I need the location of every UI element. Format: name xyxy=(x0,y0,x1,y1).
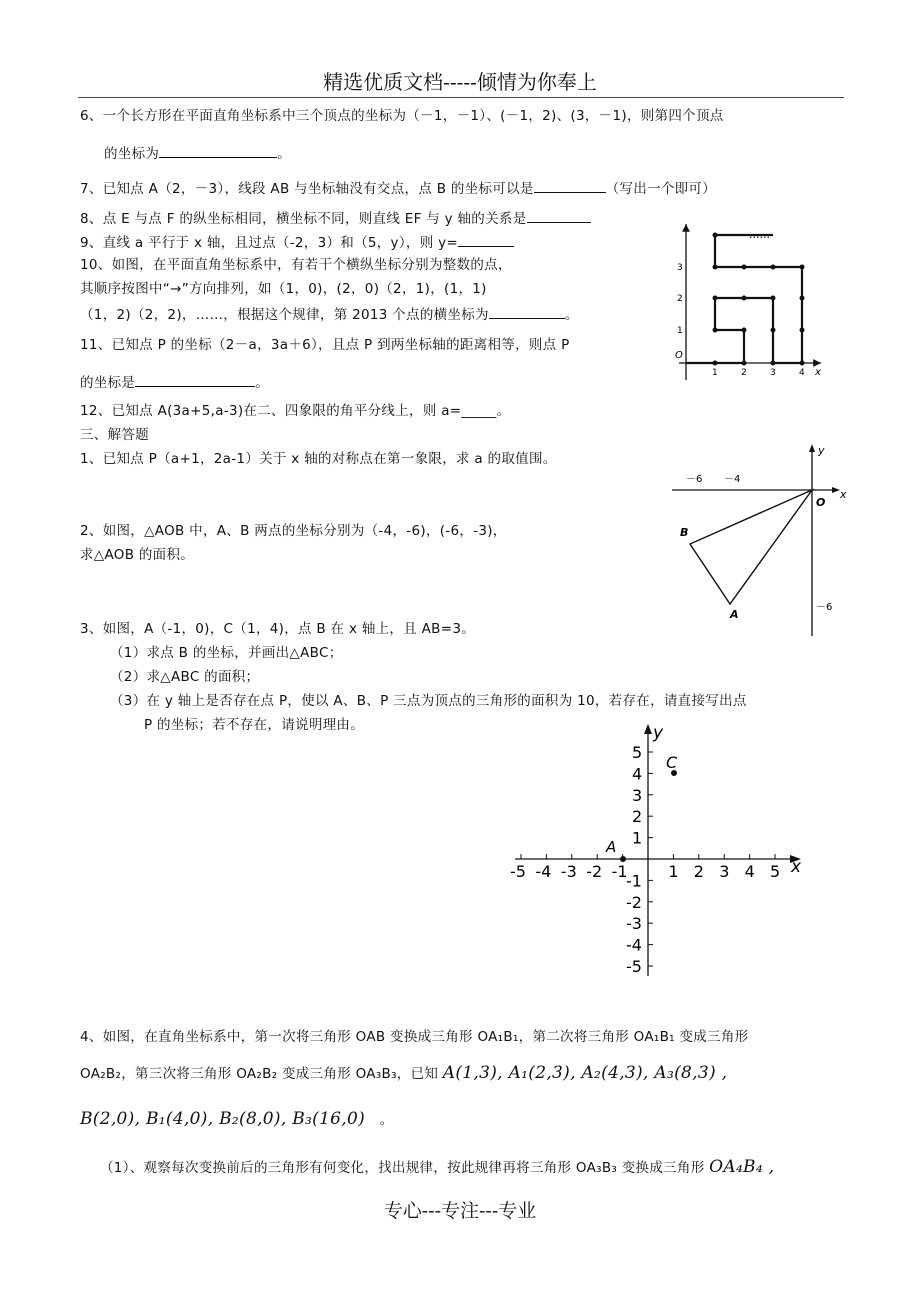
solve-question-3-part2: （2）求△ABC 的面积； xyxy=(110,669,260,685)
q8-answer-blank[interactable] xyxy=(527,208,591,223)
point-a-label: A xyxy=(730,608,739,621)
q9-answer-blank[interactable] xyxy=(458,232,514,247)
q4-end: 。 xyxy=(379,1112,394,1128)
page-footer: 专心---专注---专业 xyxy=(383,1200,537,1222)
question-10-line3 xyxy=(80,304,579,324)
y-tick-label: -2 xyxy=(626,892,642,912)
xtick-4: 4 xyxy=(799,368,805,378)
question-7 xyxy=(80,178,716,198)
q4-given-text: OA₂B₂，第三次将三角形 OA₂B₂ 变成三角形 OA₃B₃，已知 xyxy=(80,1066,439,1082)
q9-text: 9、直线 a 平行于 x 轴，且过点（-2，3）和（5，y），则 y= xyxy=(80,235,458,251)
q8-text: 8、点 E 与点 F 的纵坐标相同，横坐标不同，则直线 EF 与 y 轴的关系是 xyxy=(80,211,527,227)
q10-text: （1，2)（2，2)，……，根据这个规律，第 2013 个点的横坐标为 xyxy=(80,307,489,323)
coordinate-grid-figure xyxy=(505,720,815,982)
question-12: 12、已知点 A(3a+5,a-3)在二、四象限的角平分线上，则 a=_____。 xyxy=(80,403,511,419)
x-label: x xyxy=(791,857,802,877)
question-6-line1: 6、一个长方形在平面直角坐标系中三个顶点的坐标为（－1，－1）、(－1，2)、(3，－1)，则第四个顶点 xyxy=(80,108,724,124)
q11-text: 的坐标是 xyxy=(80,375,136,391)
origin-label: O xyxy=(675,350,683,361)
question-6-line2 xyxy=(104,143,291,163)
solve-question-4-line1: 4、如图，在直角坐标系中，第一次将三角形 OAB 变换成三角形 OA₁B₁，第二次将三角形 OA₁B₁ 变成三角形 xyxy=(80,1029,749,1045)
point-a xyxy=(620,856,626,862)
x-tick-label: -4 xyxy=(535,862,552,881)
point-c-label: C xyxy=(666,753,678,772)
y-tick-label: -4 xyxy=(626,935,642,955)
q6-answer-blank[interactable] xyxy=(159,143,277,158)
tick-x-minus6: －6 xyxy=(686,474,703,485)
y-tick-label: 5 xyxy=(632,743,643,762)
point-a-label: A xyxy=(606,838,617,856)
solve-question-2-line1: 2、如图，△AOB 中，A、B 两点的坐标分别为（-4，-6)，(-6，-3)， xyxy=(80,523,507,539)
q11-answer-blank[interactable] xyxy=(135,372,255,387)
solve-question-3-part3-line2: P 的坐标；若不存在，请说明理由。 xyxy=(144,717,365,733)
y-label: y xyxy=(818,444,825,457)
spiral-path-figure xyxy=(665,210,830,385)
y-axis-arrow xyxy=(809,444,815,452)
y-tick-label: 2 xyxy=(632,807,643,827)
solve-question-3-part3-line1: （3）在 y 轴上是否存在点 P，使以 A、B、P 三点为顶点的三角形的面积为 10，若存在，请直接写出点 xyxy=(110,693,747,709)
xtick-3: 3 xyxy=(770,368,776,378)
q7-text: 7、已知点 A（2，－3），线段 AB 与坐标轴没有交点，点 B 的坐标可以是 xyxy=(80,181,534,197)
solve-question-2-line2: 求△AOB 的面积。 xyxy=(80,547,195,563)
solve-question-3-part1: （1）求点 B 的坐标，并画出△ABC； xyxy=(110,645,343,661)
q10-end: 。 xyxy=(564,307,579,323)
point-b-label: B xyxy=(680,526,689,539)
q7-hint: （写出一个即可） xyxy=(605,181,717,197)
q7-answer-blank[interactable] xyxy=(534,178,606,193)
tick-x-minus4: －4 xyxy=(724,474,741,485)
x-tick-label: -1 xyxy=(611,862,628,881)
y-tick-label: 3 xyxy=(632,785,643,805)
tick-y-minus6: －6 xyxy=(816,602,833,613)
x-tick-label: 1 xyxy=(668,862,679,881)
y-tick-label: 1 xyxy=(632,828,643,848)
x-label: x xyxy=(815,367,821,378)
x-axis-arrow xyxy=(832,487,840,493)
section-3-heading: 三、解答题 xyxy=(80,427,149,443)
solve-question-4-part1 xyxy=(100,1158,774,1177)
x-tick-label: 2 xyxy=(693,862,704,881)
q4-part1-text: （1）、观察每次变换前后的三角形有何变化，找出规律，按此规律再将三角形 OA₃B₃ 变换成三角形 xyxy=(100,1160,705,1176)
x-tick-labels xyxy=(510,862,780,881)
x-tick-label: 3 xyxy=(719,862,730,881)
solve-question-4-line3 xyxy=(80,1110,393,1129)
x-tick-label: -5 xyxy=(510,862,526,881)
header-rule xyxy=(78,97,844,98)
y-tick-label: 4 xyxy=(632,764,643,784)
y-axis-arrow xyxy=(644,724,652,734)
xtick-2: 2 xyxy=(741,368,747,378)
ytick-1: 1 xyxy=(677,326,683,336)
q10-answer-blank[interactable] xyxy=(489,304,565,319)
q6-text: 的坐标为 xyxy=(104,146,160,162)
y-tick-label: -3 xyxy=(626,914,642,934)
page-header: 精选优质文档-----倾情为你奉上 xyxy=(323,70,597,94)
question-11-line1: 11、已知点 P 的坐标（2－a，3a＋6），且点 P 到两坐标轴的距离相等，则点 P xyxy=(80,337,570,353)
q11-end: 。 xyxy=(255,375,270,391)
q4-part1-math: OA₄B₄ , xyxy=(709,1157,775,1177)
x-tick-label: 5 xyxy=(770,862,781,881)
solve-question-1: 1、已知点 P（a+1，2a-1）关于 x 轴的对称点在第一象限，求 a 的取值围。 xyxy=(80,451,557,467)
q4-a-points: A(1,3), A₁(2,3), A₂(4,3), A₃(8,3) , xyxy=(442,1063,728,1083)
solve-question-3: 3、如图，A（-1，0)，C（1，4)，点 B 在 x 轴上，且 AB=3。 xyxy=(80,621,476,637)
question-11-line2 xyxy=(80,372,269,392)
ytick-2: 2 xyxy=(677,294,683,304)
q4-b-points: B(2,0), B₁(4,0), B₂(8,0), B₃(16,0) xyxy=(80,1109,366,1129)
x-label: x xyxy=(840,488,847,501)
y-label: y xyxy=(653,723,664,743)
xtick-1: 1 xyxy=(712,368,718,378)
y-tick-label: -5 xyxy=(626,957,642,976)
ytick-3: 3 xyxy=(677,263,683,273)
x-tick-label: -2 xyxy=(586,862,603,881)
q6-end: 。 xyxy=(277,146,292,162)
question-10-line1: 10、如图，在平面直角坐标系中，有若干个横纵坐标分别为整数的点， xyxy=(80,257,512,273)
question-9 xyxy=(80,232,514,252)
question-10-line2: 其顺序按图中“→”方向排列，如（1，0)，(2，0)（2，1)，(1，1) xyxy=(80,281,487,297)
triangle-aob xyxy=(690,490,812,604)
origin-label: O xyxy=(816,496,826,509)
x-tick-label: 4 xyxy=(744,862,755,881)
arrow-dots: ...... xyxy=(749,228,770,241)
y-tick-label: -1 xyxy=(626,871,642,891)
x-tick-label: -3 xyxy=(560,862,577,881)
triangle-aob-figure xyxy=(672,440,850,640)
question-8 xyxy=(80,208,591,228)
solve-question-4-line2 xyxy=(80,1064,727,1083)
